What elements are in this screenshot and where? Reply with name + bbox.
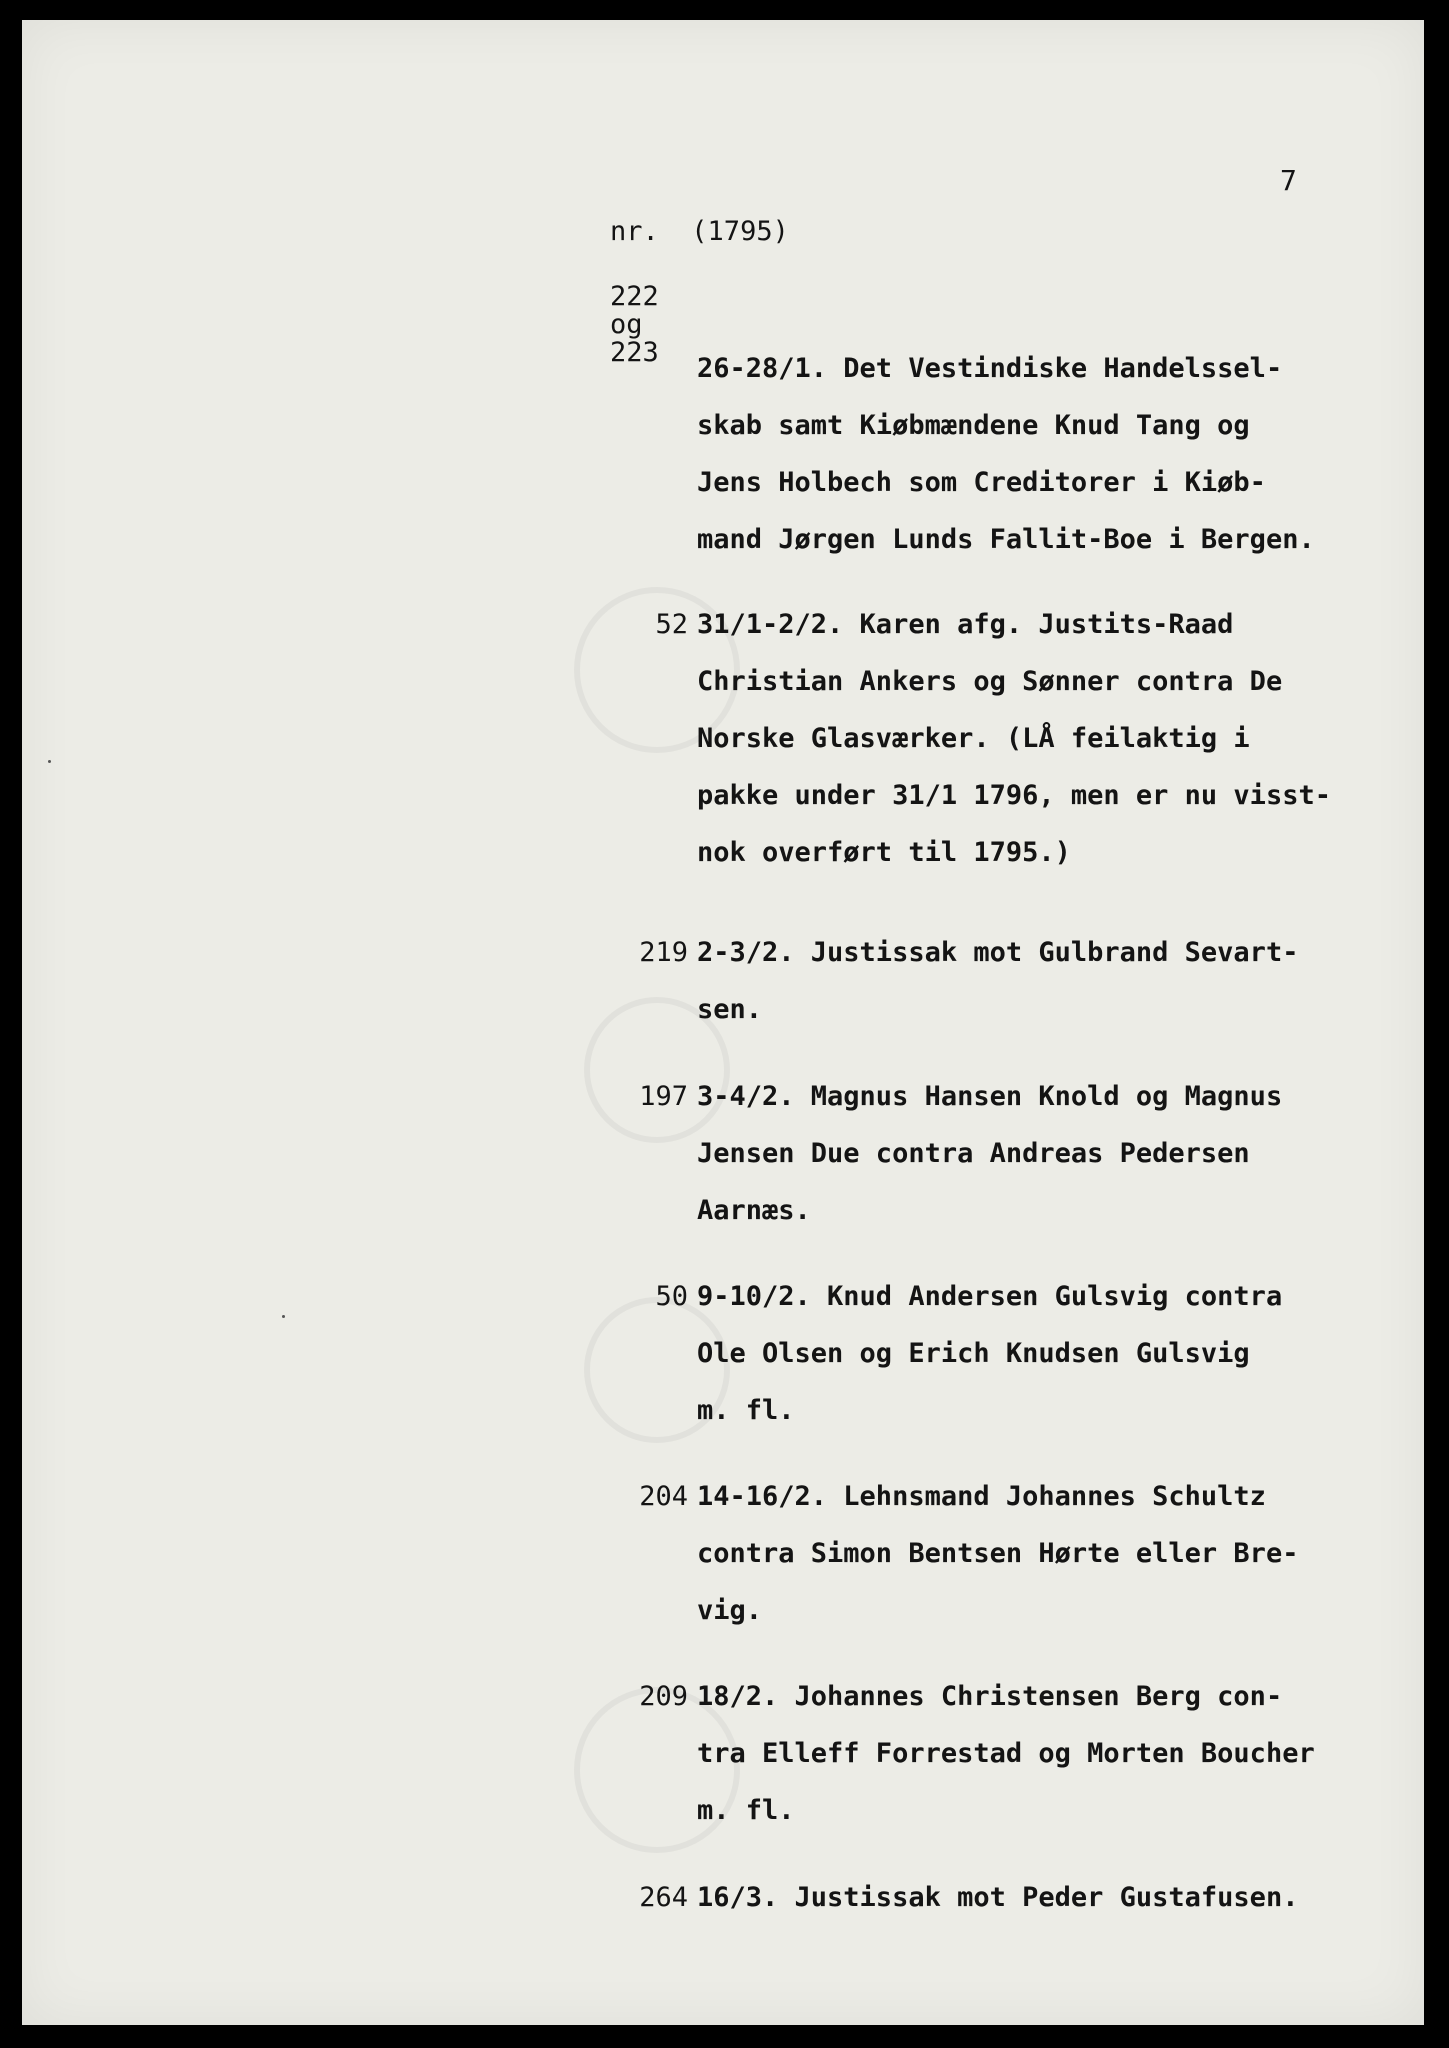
entry-number: 52 bbox=[655, 609, 688, 640]
entry-text: 9-10/2. Knud Andersen Gulsvig contra Ole Olsen og Erich Knudsen Gulsvig m. fl. bbox=[697, 1281, 1283, 1426]
header-label: nr. bbox=[610, 216, 659, 247]
entry-text: 31/1-2/2. Karen afg. Justits-Raad Christian Ankers og Sønner contra De Norske Glasværker. (LÅ feilaktig i pakke under 31/1 1796, men er nu visst- nok overført til 1795.) bbox=[697, 609, 1331, 868]
entry-number: 197 bbox=[639, 1081, 688, 1112]
entry-text: 16/3. Justissak mot Peder Gustafusen. bbox=[697, 1882, 1299, 1913]
entry-text: 3-4/2. Magnus Hansen Knold og Magnus Jensen Due contra Andreas Pedersen Aarnæs. bbox=[697, 1081, 1283, 1226]
typed-register bbox=[22, 20, 1424, 2025]
entry-number: 222 og 223 bbox=[610, 281, 659, 368]
entry-number: 204 bbox=[639, 1481, 688, 1512]
header-year: (1795) bbox=[691, 216, 789, 247]
entry-text: 26-28/1. Det Vestindiske Handelssel- skab samt Kiøbmændene Knud Tang og Jens Holbech som Creditorer i Kiøb- mand Jørgen Lunds Fallit-Boe i Bergen. bbox=[697, 353, 1315, 555]
entry-number: 264 bbox=[639, 1882, 688, 1913]
entry-number: 219 bbox=[639, 937, 688, 968]
page-number: 7 bbox=[1280, 164, 1297, 197]
entry-text: 2-3/2. Justissak mot Gulbrand Sevart- sen. bbox=[697, 937, 1299, 1025]
register-header bbox=[610, 216, 789, 247]
entry-number: 50 bbox=[655, 1281, 688, 1312]
entry-text: 18/2. Johannes Christensen Berg con- tra Elleff Forrestad og Morten Boucher m. fl. bbox=[697, 1681, 1315, 1826]
entry-number: 209 bbox=[639, 1681, 688, 1712]
document-page bbox=[22, 20, 1424, 2025]
entry-text: 14-16/2. Lehnsmand Johannes Schultz contra Simon Bentsen Hørte eller Bre- vig. bbox=[697, 1481, 1299, 1626]
